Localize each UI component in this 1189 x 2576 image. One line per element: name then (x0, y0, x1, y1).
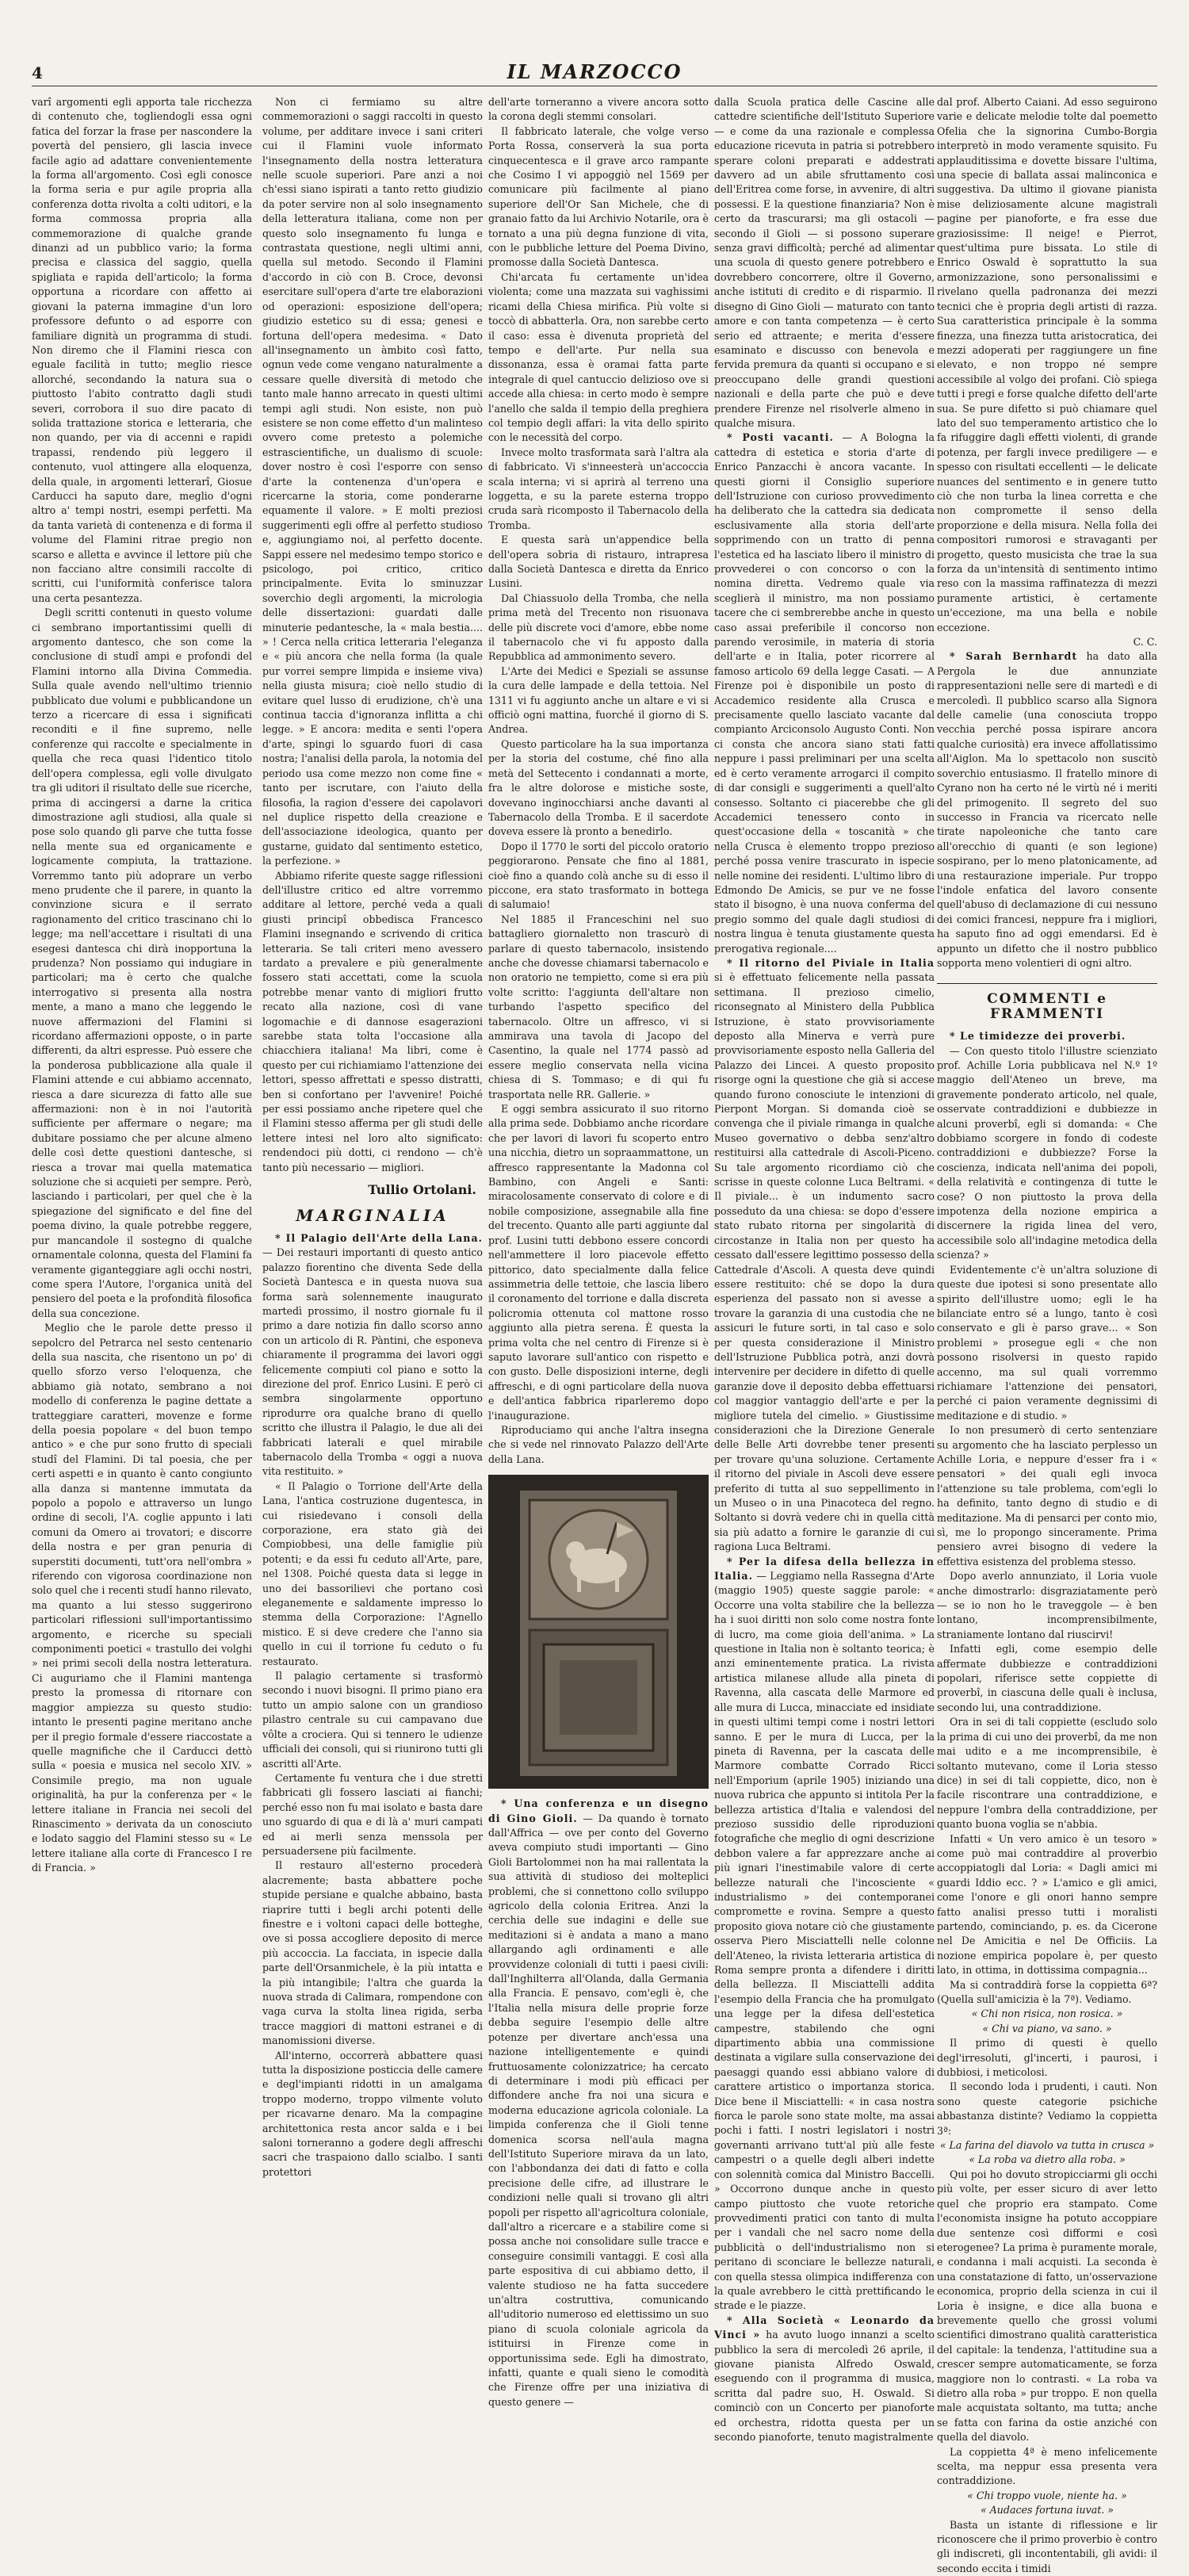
paragraph: Dopo averlo annunziato, il Loria vuole anche dimostrarlo: disgraziatamente però — se io non ho le traveggole — è ben lontano, incomprensibilmente, straniamente lontano dal riuscirvi! (937, 1570, 1157, 1640)
paragraph: Nel 1885 il Franceschini nel suo battagliero giornaletto non trascurò di parlare di questo tabernacolo, insistendo anche che dovesse chiamarsi tabernacolo e non oratorio ne tempietto, come si era più volte scritto: l'aggiunta dell'altare non turbando l'aspetto specifico del tabernacolo. Oltre un affresco, vi si ammirava una tavola di Jacopo del Casentino, la quale nel 1774 passò ad essere meglio conservata nella vicina chiesa di S. Tommaso; e di qui fu trasportata nelle RR. Gallerie. » (488, 913, 709, 1100)
column-1 (32, 95, 252, 1874)
paragraph: Il fabbricato laterale, che volge verso Porta Rossa, conserverà la sua porta cinquecentesca e il grave arco rampante che Cosimo I vi appoggiò nel 1569 per comunicare più facilmente al piano superiore dell'Or San Michele, che di granaio fatto da lui Archivio Notarile, ora è tornato a una più degna funzione di vita, con le pubbliche letture del Poema Divino, promosse dalla Società Dantesca. (488, 124, 709, 269)
column-4 (714, 95, 935, 2443)
column-2 (262, 95, 483, 2178)
proverb: « La farina del diavolo va tutta in crusca » (939, 2139, 1155, 2152)
paragraph: Invece molto trasformata sarà l'altra ala di fabbricato. Vi s'inneesterà un'accoccia scala interna; vi si aprirà al terreno una loggetta, e su la parete esterna troppo cruda sarà ricomposto il Tabernacolo della Tromba. (488, 446, 709, 531)
item-title: * Il ritorno del Piviale in Italia (727, 956, 935, 969)
item-text: — Dei restauri importanti di questo antico palazzo fiorentino che diventa Sede della Società Dantesca e in questa nuova sua forma sarà solennemente inaugurato martedì prossimo, il nostro giornale fu il primo a dare notizia fin dallo scorso anno con un articolo di R. Pàntini, che esponeva chiaramente il programma dei lavori oggi felicemente compiuti col piano e sotto la direzione del prof. Enrico Lusini. E però ci sembra singolarmente opportuno riprodurre ora qualche brano di quello scritto che illustra il Palagio, le due ali dei fabbricati laterali e quel mirabile tabernacolo della Tromba « oggi a nuova vita restituito. » (262, 1246, 483, 1478)
section-heading-marginalia: MARGINALIA (296, 1206, 449, 1226)
proverb: « Audaces fortuna iuvat. » (980, 2504, 1114, 2517)
section-heading-commenti: COMMENTI e FRAMMENTI (937, 983, 1157, 1021)
paragraph (937, 1029, 1157, 1043)
paragraph (714, 431, 935, 956)
column-5 (937, 95, 1158, 2574)
item-title: * Il Palagio dell'Arte della Lana. (275, 1231, 483, 1244)
column-3 (488, 95, 709, 2408)
item-text: ha avuto luogo innanzi a scelto pubblico la sera di mercoledì 26 aprile, il giovane pianista Alfredo Oswald, eseguendo con il programma di musica, scritta dal padre suo, H. Oswald. Si cominciò con un Concerto per pianoforte ed orchestra, ridotta questa per un secondo pianoforte, tenuto magistralmente (714, 2329, 935, 2443)
paragraph: Qui poi ho dovuto stropicciarmi gli occhi più volte, per esser sicuro di aver letto quel che proprio era stampato. Come l'economista insigne ha potuto accoppiare due sentenze così difformi e così eterogenee? La prima è puramente morale, e condanna i mali acquisti. La seconda è una constatazione di fatto, un'osservazione economica, proprio della scienza in cui il Loria è insigne, e dice alla buona e brevemente quello che grossi volumi scientifici dimostrano qualità caratteristica del capitale: la tendenza, l'attitudine sua a crescer sempre automaticamente, se forza maggiore non lo contrasti. « La roba va dietro alla roba » pur troppo. E non quella male acquistata soltanto, ma tutta; anche se fatta con farina da ostie anziché con quella del diavolo. (937, 2168, 1158, 2444)
paragraph: Infatti « Un vero amico è un tesoro » come può mai contraddire al proverbio accoppiatogli dal Loria: « Dagli amici mi guardi Iddio ecc. ? » L'amico e gli amici, come l'onore e gli onori hanno sempre fatto analisi presso tutti i moralisti partendo, cominciando, p. es. da Cicerone nel De Amicitia e nel De Officiis. La nozione empirica popolare è, per questo lato, in ottima, in dottissima compagnia... (937, 1832, 1157, 1977)
paragraph: La coppietta 4ª è meno infelicemente scelta, ma neppur essa presenta vera contraddizione. (937, 2445, 1157, 2487)
agnus-dei-relief-image (488, 1475, 709, 1789)
paragraph: Il secondo loda i prudenti, i cauti. Non sono queste categorie psichiche abbastanza distinte? Vediamo la coppietta 3ª: (937, 2080, 1157, 2137)
paragraph (714, 956, 935, 1555)
paragraph (714, 1555, 935, 2314)
paragraph: Io non presumerò di certo sentenziare su argomento che ha lasciato perplesso un Achille Loria, e neppure d'esser fra i « pensatori » dei quali egli invoca l'attenzione su tale problema, com'egli lo ha definito, tanto degno di studio e di meditazione. Ma di pensarci per conto mio, sì, me lo propongo sinceramente. Prima pensiero avrei bisogno di vedere la effettiva esistenza del problema stesso. (937, 1424, 1157, 1567)
item-title: * Una conferenza e un disegno di Gino Gioli. (488, 1797, 709, 1824)
paragraph: Infatti egli, come esempio delle affermate dubbiezze e contraddizioni popolari, riferisce sette coppiette di proverbî, in ciascuna delle quali è inclusa, secondo lui, una contraddizione. (937, 1643, 1157, 1713)
paragraph: Dal Chiassuolo della Tromba, che nella prima metà del Trecento non risuonava delle più discrete voci d'amore, ebbe nome il tabernacolo che vi fu apposto dalla Repubblica ad ammonimento severo. (488, 591, 709, 663)
masthead: IL MARZOCCO (507, 60, 682, 83)
proverb: « Chi non risica, non rosica. » (971, 2008, 1123, 2020)
paragraph: Meglio che le parole dette presso il sepolcro del Petrarca nel sesto centenario della sua nascita, che risentono un po' di quello sforzo verso l'eloquenza, che abbiamo già notato, sembrano a noi modello di conferenza le pagine dettate a tratteggiare caratteri, movenze e forme della poesia popolare « del buon tempo antico » e che pur sono frutto di speciali studî del Flamini. Di tal poesia, che per certi aspetti e in quanto è canto congiunto alla danza si mantenne immutata da popolo a popolo e attraverso un lungo ordine di secoli, l'A. coglie appunto i lati comuni da Omero ai trovatori; e discorre della nostra e per gran penuria di superstiti documenti, tutt'ora nell'ombra » riferendo con vigorosa coordinazione non solo quel che i recenti studî hanno rilevato, ma quanto a lui stesso suggerirono particolari riflessioni sull'importantissimo argomento, e ricerche su speciali componimenti poetici « trastullo dei volghi » nei primi secoli della nostra letteratura. Ci auguriamo che il Flamini mantenga presto la promessa di ritornare con maggior ampiezza su questo studio: intanto le presenti pagine meritano anche per il pregio formale d'essere riaccostate a quelle magnifiche che il Carducci dettò sulla « poesia e musica nel secolo XIV. » Consimile pregio, ma non uguale originalità, ha pur la conferenza per « le lettere italiane in Francia nei secoli del Rinascimento » derivata da un conosciuto e lodato saggio del Flamini stesso su « Le lettere italiane alla corte di Francesco I re di Francia. » (32, 1322, 252, 1874)
paragraph: dalla Scuola pratica delle Cascine alle cattedre scientifiche dell'Istituto Superiore — e come da una razionale e complessa educazione ricevuta in patria si potrebbero sperare coloni preparati e addestrati davvero ad un abile sfruttamento così dell'Eritrea come forse, in avvenire, di altri possessi. E la questione finanziaria? Non è certo da trascurarsi; ma gli ostacoli — secondo il Gioli — si possono superare senza gravi difficoltà; perché ad alimentar una scuola di questo genere potrebbero e dovrebbero concorrere, oltre il Governo, anche istituti di credito e di risparmio. Il disegno di Gino Gioli — maturato con tanto amore e con tanta competenza — è certo serio ed attraente; e merita d'essere esaminato e discusso con benevola e fervida premura da quanti si occupano e si preoccupano delle grandi questioni nazionali e della parte che può e deve prendere Firenze nel risolverle almeno in qualche misura. (714, 96, 935, 429)
paragraph: Chi'arcata fu certamente un'idea violenta; come una mazzata sui vaghissimi ricami della Chiesa mirifica. Più volte si toccò di abbatterla. Ora, non sarebbe certo il caso: essa è divenuta proprietà del tempo e dell'arte. Pur nella sua dissonanza, essa è oramai fatta parte integrale di quel cantuccio delizioso ove si accede alla chiesa: in certo modo è sempre l'anello che salda il tempio della preghiera col tempio degli affari: la vita dello spirito con le necessità del corpo. (488, 270, 709, 444)
paragraph: dal prof. Alberto Caiani. Ad esso seguirono varie e delicate melodie tolte dal poemetto Ofelia che la signorina Cumbo-Borgia interpretò in modo veramente squisito. Fu applauditissima e dovette bissare l'ultima, una specie di ballata assai malinconica e suggestiva. Da ultimo il giovane pianista mise deliziosamente alcune magistrali pagine per pianoforte, e fra esse due graziosissime: Il neige! e Pierrot, quest'ultima pure bissata. Lo stile di Enrico Oswald è soprattutto la sua armonizzazione, sono personalissimi e rivelano quella padronanza dei mezzi tecnici che è propria degli artisti di razza. Sua caratteristica principale è la somma finezza, una finezza tutta aristocratica, dei mezzi adoperati per raggiungere un fine elevato, e non troppo né sempre accessibile al volgo dei profani. Ciò spiega tutti i pregi e forse qualche difetto dell'arte sua. Se pure difetto si può chiamare quel lato del suo temperamento artistico che lo fa rifuggire dagli effetti violenti, di grande potenza, per fargli invece prediligere — e spesso con risultati eccellenti — le delicate nuances del sentimento e in genere tutto ciò che non turba la linea corretta e che non compromette il senso della proporzione e della misura. Nella folla dei compositori rumorosi e stravaganti per progetto, questo musicista che trae la sua forza da un'intensità di sentimento intimo reso con la massima raffinatezza di mezzi puramente artistici, è certamente un'eccezione, ma una bella e nobile eccezione. (937, 96, 1157, 633)
proverb: « La roba va dietro alla roba. » (969, 2153, 1126, 2166)
paragraph: « Il Palagio o Torrione dell'Arte della Lana, l'antica costruzione dugentesca, in cui risiedevano i consoli della corporazione, era stato già dei Compiobbesi, una delle famiglie più potenti; e da essi fu ceduto all'Arte, pare, nel 1308. Poiché questa data si legge in uno dei bassorilievi che portano così eleganemente e saldamente impresso lo stemma della Corporazione: l'Agnello mistico. E si deve credere che l'anno sia quello in cui il torrione fu ceduto o fu restaurato. (262, 1479, 483, 1667)
paragraph: Ma si contraddirà forse la coppietta 6ª? (Quella sull'amicizia è la 7ª). Vediamo. (937, 1978, 1157, 2005)
author-initials: C. C. (1133, 636, 1157, 649)
paragraph: Certamente fu ventura che i due stretti fabbricati gli fossero lasciati ai fianchi; perché esso non fu mai isolato e basta dare uno sguardo di qua e di là a' muri campati ed ai merli senza menssola per persuadersene più facilmente. (262, 1771, 483, 1857)
relief-illustration (488, 1475, 709, 1789)
proverb: « Chi troppo vuole, niente ha. » (967, 2489, 1127, 2501)
paragraph: E questa sarà un'appendice bella dell'opera sobria di ristauro, intrapresa dalla Società Dantesca e diretta da Enrico Lusini. (488, 534, 709, 590)
paragraph: Il restauro all'esterno procederà alacremente; basta abbattere poche stupide persiane e qualche abbaino, basta riaprire tutti i begli archi potenti delle finestre e i voltoni capaci delle botteghe, ove si possa accogliere deposito di merce più accoccia. La facciata, in ispecie dalla parte dell'Orsanmichele, è la più intatta e la più intangibile; l'altra che guarda la nuova strada di Calimara, rompendone con vaga curva la stolta linea rigida, serba tracce maggiori di mattoni estranei e di manomissioni diverse. (262, 1859, 483, 2047)
paragraph (714, 2314, 935, 2445)
paragraph (262, 1231, 483, 1479)
paragraph: Il palagio certamente si trasformò secondo i nuovi bisogni. Il primo piano era tutto un ampio salone con un grandioso pilastro centrale su cui campavano due vôlte a crociera. Qui si tennero le udienze ufficiali dei consoli, qui si riunirono tutti gli ascritti all'Arte. (262, 1670, 483, 1770)
proverb: « Chi va piano, va sano. » (982, 2022, 1112, 2034)
paragraph: Ora in sei di tali coppiette (escludo solo la prima di cui uno dei proverbî, da me non mai udito e a me incomprensibile, è soltanto mutevano, come il Loria stesso dice) in sei di tali coppiette, dico, non è facile riscontrare una contraddizione, e neppure l'ombra della contraddizione, per quanto buona voglia se n'abbia. (937, 1716, 1157, 1831)
item-title: * Per la difesa della bellezza in Italia. (714, 1555, 935, 1583)
paragraph: Abbiamo riferite queste sagge riflessioni dell'illustre critico ed altre vorremmo additare al lettore, perché veda a quali giusti principî obbedisca Francesco Flamini insegnando e scrivendo di critica letteraria. Se tali criteri meno avessero tardato a prevalere e più generalmente fossero stati accettati, come la scuola potrebbe menar vanto di migliori frutto recato alla nazione, così di vane logomachie e di dannose esagerazioni sarebbe stata tolta l'occasione alla chiacchiera italiana! Ma libri, come è questo per cui richiamiamo l'attenzione dei lettori, spesso affrettati e spesso distratti, ben si confortano per l'avvenire! Poiché per essi possiamo anche ripetere quel che il Flamini stesso afferma per gli studi delle lettere intesi nel loro alto significato: rendendoci più dotti, ci rendono — ch'è tanto più necessario — migliori. (262, 869, 483, 1173)
item-text: — Leggiamo nella Rassegna d'Arte (maggio 1905) queste saggie parole: « Occorre una volta stabilire che la bellezza ha i suoi diritti non solo come nostra fonte di lucro, ma come gioia dell'anima. » La questione in Italia non è soltanto teorica; è anzi eminentemente pratica. La rivista artistica milanese allude alla pineta di Ravenna, alla cascata delle Marmore ed alle mura di Lucca, minacciate ed insidiate in questi ultimi tempi come i nostri lettori sanno. E per le mura di Lucca, per la pineta di Ravenna, per la cascata delle Marmore combatte Corrado Ricci nell'Emporium (aprile 1905) iniziando una nuova rubrica che appunto si intitola Per la bellezza artistica d'Italia e valendosi del prezioso sussidio delle riproduzioni fotografiche che meglio di ogni descrizione debbon valere a far apprezzare anche ai più ignari l'inestimabile valore di certe bellezze naturali che l'incosciente « industrialismo » dei contemporanei compromette e rovina. Sempre a questo proposito giova notare ciò che giustamente osserva Piero Misciattelli nelle colonne dell'Ateneo, la rivista letteraria artistica di Roma sempre pronta a difendere i diritti della bellezza. Il Misciattelli addita l'esempio della Francia che ha promulgato una legge per la difesa dell'estetica campestre, stabilendo che ogni dipartimento abbia una commissione destinata a vigilare sulla conservazione dei paesaggi quando essi abbiano valore di carattere artistico o importanza storica. Dice bene il Misciattelli: « in casa nostra fiorca le parole sono state molte, ma assai pochi i fatti. I nostri legislatori i nostri governanti arrivano tutt'al più alle feste campestri o a quelle degli alberi indette con solennità comica dal Ministro Baccelli. » Occorrono dunque anche in questo campo piuttosto che vuote retoriche provvedimenti pratici con tanto di multa per i vandali che nel sacro nome della pubblicità o dell'industrialismo non si peritano di sconciare le bellezze naturali, con quella stessa olimpica indifferenza con la quale avrebbero le città prettificando le strade e le piazze. (714, 1570, 935, 2312)
item-text: — A Bologna la cattedra di estetica e storia d'arte di Enrico Panzacchi è ancora vacante. In questi giorni il Consiglio superiore dell'Istruzione con curioso provvedimento ha deliberato che la cattedra sia dedicata esclusivamente alla storia dell'arte sopprimendo con un tratto di penna l'estetica ed ha lasciato libero il ministro di provvederei o con concorso o con la nomina diretta. Vedremo quale via sceglierà il ministro, ma non possiamo tacere che ci sembrerebbe anche in questo caso assai preferibile il concorso non parendo verosimile, in materia di storia dell'arte e in Italia, poter ricorrere al famoso articolo 69 della legge Casati. — A Firenze poi è disponibile un posto di Accademico residente alla Crusca e precisamente quello lasciato vacante dal compianto Arciconsolo Augusto Conti. Non ci consta che ancora siano stati fatti neppure i passi preliminari per una scelta ed è certo veramente arrogarci il compito di dar consigli e suggerimenti a quell'alto consesso. Soltanto ci piacerebbe che gli Accademici tenessero conto in quest'occasione della « toscanità » che nella Crusca è elemento troppo prezioso perché possa venire trascurato in ispecie nelle nomine dei residenti. L'ultimo libro di Edmondo De Amicis, se pur ve ne fosse stato il bisogno, è una nuova conferma del pregio sommo del quale dagli studiosi di nostra lingua è tenuta giustamente questa prerogativa regionale.... (714, 431, 935, 955)
paragraph: Evidentemente c'è un'altra soluzione di queste due ipotesi si sono presentate allo spirito dell'illustre uomo; egli le ha bilanciate entro sé a lungo, tanto è così conservato e gli è parso grave... « Son problemi » prosegue egli « che non possono risolversi in questo rapido accenno, ma sul quali vorremmo richiamare l'attenzione dei pensatori, perché ci paion veramente degnissimi di meditazione e di studio. » (937, 1263, 1157, 1422)
paragraph: Questo particolare ha la sua importanza per la storia del costume, ché fino alla metà del Settecento i condannati a morte, fra le altre dolorose e mistiche soste, dovevano inginocchiarsi anche davanti al Tabernacolo della Tromba. E il sacerdote doveva essere là pronto a benedirlo. (488, 737, 709, 838)
paragraph (937, 649, 1157, 970)
item-text: si è effettuato felicemente nella passata settimana. Il prezioso cimelio, riconsegnato al Ministero della Pubblica Istruzione, è stato provvisoriamente deposto alla Minerva e verrà pure provvisoriamente esposto nella Galleria del Palazzo dei Lincei. A questo proposito risorge ogni la questione che già si accese quando furono conosciute le intenzioni di Pierpont Morgan. Si domanda cioè se convenga che il piviale rimanga in qualche Museo governativo o debba senz'altro restituirsi alla cattedrale di Ascoli-Piceno. Su tale argomento ricordiamo ciò che scrisse in queste colonne Luca Beltrami. « Il piviale... è un indumento sacro posseduto da una chiesa: se dopo d'essere stato rubato ritorna per singolarità di circostanze in Italia non per questo ha cessato dall'essere legittimo possesso della Cattedrale d'Ascoli. A questa deve quindi essere restituito: ché se dopo la dura esperienza del passato non si avesse a trovare la garanzia di una custodia che ne assicuri le future sorti, in tal caso e solo per questa considerazione il Ministro dell'Istruzione Pubblica potrà, anzi dovrà intervenire per decidere in difetto di quelle garanzie dove il deposito debba effettuarsi col maggior vantaggio dell'arte e per la migliore tutela del cimelio. » Giustissime considerazioni che la Direzione Generale delle Belle Arti dovrebbe tener presenti per trovare qu'una soluzione. Certamente il ritorno del piviale in Ascoli deve essere preferito di tutta al suo seppellimento in un Museo o in una Pinacoteca del regno. Soltanto si dovrà vedere chi in quella città sia più adatto a fornire le garanzie di cui ragiona Luca Beltrami. (714, 971, 935, 1553)
paragraph: All'interno, occorrerà abbattere quasi tutta la disposizione posticcia delle camere e degl'impianti ridotti in un amalgama troppo moderno, troppo vilmente voluto per ricavarne denaro. Ma la compagine architettonica resta ancor salda e i bei saloni torneranno a godere degli affreschi sacri che traspaiono dallo scialbo. I santi protettori (262, 2049, 483, 2178)
paragraph (488, 1797, 709, 2409)
paragraph: Basta un istante di riflessione e lir riconoscere che il primo proverbio è contro gli indiscreti, gli incontentabili, gli avidi: il secondo eccita i timidi (937, 2518, 1157, 2574)
article-signature: Tullio Ortolani. (368, 1182, 476, 1198)
item-title: * Posti vacanti. (727, 431, 834, 444)
paragraph: Non ci fermiamo su altre commemorazioni o saggi raccolti in questo volume, per additare invece i sani criteri cui il Flamini vuole informato l'insegnamento della nostra letteratura nelle scuole superiori. Pare anzi a noi ch'essi siano ispirati a tanto retto giudizio da poter servire non al solo insegnamento della letteratura italiana, come non per questo solo insegnamento fu lunga e contrastata questione, negli ultimi anni, quella sul metodo. Secondo il Flamini d'accordo in ciò con B. Croce, devonsi esercitare sull'opera d'arte tre elaborazioni od operazioni: esposizione dell'opera; giudizio estetico su di essa; genesi e fortuna dell'opera medesima. « Dato all'insegnamento un àmbito così fatto, ognun vede come vengano naturalmente a cessare quelle diversità di metodo che tanto male hanno arrecato in questi ultimi tempi agli studi. Non esiste, non può esistere se non come effetto d'un malinteso ovvero come pretesto a polemiche estrascientifiche, un dualismo di scuole: dover nostro è così l'esporre con senso d'arte la contenenza d'un'opera e ricercarne la storia, come ponderarne equamente il valore. » E molti preziosi suggerimenti egli offre al perfetto studioso e, aggiungiamo noi, al perfetto docente. Sappi essere nel medesimo tempo storico e psicologo, poi critico, critico principalmente. Evita lo sminuzzar soverchio degli argomenti, la micrologia delle dissertazioni: guardati dalle minuterie pedantesche, la « mala bestia.... » ! Cerca nella critica letteraria l'eleganza e « più ancora che nella forma (la quale pur vorrei sempre limpida e insieme viva) nella giusta misura; cioè nello studio di evitare quel lusso di erudizione, ch'è una continua taccia d'ignoranza inflitta a chi legge. » E ancora: medita e senti l'opera d'arte, spingi lo sguardo fuori di casa nostra; l'analisi della parola, la notomia del periodo usa come mezzo non come fine « tanto per iscrutare, con l'aiuto della filosofia, la ragion d'essere dei capolavori nel duplice rispetto della creazione e dell'associazione ideologica, quanto per gustarne, guidato dal sentimento estetico, la perfezione. » (262, 96, 483, 867)
item-title: * Le timidezze dei proverbi. (950, 1030, 1126, 1043)
paragraph: E oggi sembra assicurato il suo ritorno alla prima sede. Dobbiamo anche ricordare che per lavori di lavori fu scoperto entro una nicchia, dietro un sopraammattone, un affresco rappresentante la Madonna col Bambino, con Angeli e Santi: miracolosamente conservato di colore e di nobile composizione, assegnabile alla fine del trecento. Quanto alle parti aggiunte dal prof. Lusini tutti debbono essere concordi nell'ammettere il loro piacevole effetto pittorico, dato specialmente dalla felice assimmetria delle tettoie, che lascia libero il coronamento del torrione e dalla discreta policromia ottenuta col mattone rosso aggiunto alla pietra serena. È questa la prima volta che nel centro di Firenze si è saputo lavorare sull'antico con rispetto e con gusto. Delle disposizioni interne, degli affreschi, e di ogni particolare della nuova e dell'antica fabbrica riparleremo dopo l'inaugurazione. (488, 1103, 709, 1422)
item-title: * Alla Società « Leonardo da Vinci » (714, 2314, 935, 2341)
item-text: ha dato alla Pergola le due annunziate rappresentazioni nelle sere di martedì e di mercoledì. Il pubblico scarso alla Signora delle camelie (una conosciuta troppo vecchia perché possa ispirare ancora qualche curiosità) era invece affollatissimo all'Aiglon. Ma lo spettacolo non suscitò soverchio entusiasmo. Il fratello minore di Cyrano non ha certo né le virtù né i meriti del primogenito. Il segreto del suo successo in Francia va ricercato nelle tirate napoleoniche che tanto care all'orecchio di quanti (e son legione) sospirano, per lo meno platonicamente, ad una restaurazione imperiale. Pur troppo l'indole enfatica del lavoro consente quell'abuso di declamazione di cui nessuno dei comici francesi, neppure fra i migliori, ha saputo fino ad oggi emendarsi. Ed è appunto un difetto che il nostro pubblico sopporta meno volentieri di ogni altro. (937, 650, 1157, 969)
page-number: 4 (32, 63, 43, 82)
paragraph: dell'arte torneranno a vivere ancora sotto la corona degli stemmi consolari. (488, 96, 709, 123)
paragraph: Dopo il 1770 le sorti del piccolo oratorio peggiorarono. Pensate che fino al 1881, cioè fino a quando colà anche su di esso il piccone, era stato trasformato in bottega di salumaio! (488, 840, 709, 911)
paragraph: — Con questo titolo l'illustre scienziato prof. Achille Loria pubblicava nel N.º 1º maggio dell'Ateneo un breve, ma gravemente ponderato articolo, nel quale, osservate contraddizioni e dubbiezze in alcuni proverbî, egli si domanda: « Che dobbiamo scorgere in fondo di codeste contraddizioni e dubbiezze? Forse la coscienza, indicata nell'anima dei popoli, della relatività e contingenza di tutte le cose? O non piuttosto la prova della impotenza della nozione empirica a discernere la rigida linea del vero, accessibile solo all'indagine metodica della scienza? » (937, 1044, 1157, 1261)
item-title: * Sarah Bernhardt (950, 650, 1078, 663)
paragraph: L'Arte dei Medici e Speziali se assunse la cura delle lampade e della tettoia. Nel 1311 vi fu aggiunto anche un altare e vi si officiò ogni mattina, fuorché il giorno di S. Andrea. (488, 664, 709, 736)
item-text: — Da quando è tornato dall'Affrica — ove per conto del Governo aveva compiuto studi importanti — Gino Gioli Bartolommei non ha mai rallentata la sua attività di studioso dei molteplici problemi, che si connettono collo sviluppo agricolo della colonia Eritrea. Anzi la cerchia delle sue indagini e delle sue meditazioni si è andata a mano a mano allargando agli ordinamenti e alle provvidenze coloniali di tutti i paesi civili: dall'Inghilterra all'Olanda, dalla Germania alla Francia. E pensavo, com'egli è, che l'Italia nella misura delle proprie forze debba seguire l'esempio delle altre potenze per divertare anch'essa una nazione intelligentemente e quindi fruttuosamente colonizzatrice; ha cercato di determinare i modi più efficaci per diffondere anche fra noi una sicura e moderna educazione agricola coloniale. La limpida conferenza che il Gioli tenne domenica scorsa nell'aula magna dell'Istituto Superiore mirava da un lato, con l'abbondanza dei dati di fatto e colla precisione delle cifre, ad illustrare le condizioni nelle quali si trovano gli altri popoli per rispetto all'agricoltura coloniale, dall'altro a ricercare e a stabilire come si possa anche noi consolidare sulle tracce e conseguire consimili vantaggi. E così alla parte espositiva di cui abbiamo detto, il valente studioso ne ha fatta succedere un'altra costruttiva, comunicando all'uditorio numeroso ed elettissimo un suo piano di scuola coloniale agricola da istituirsi in Firenze come in opportunissima sede. Egli ha dimostrato, infatti, quante e quali sieno le comodità che Firenze offre per una iniziativa di questo genere — (488, 1812, 709, 2408)
paragraph: Riproduciamo qui anche l'altra insegna che si vede nel rinnovato Palazzo dell'Arte della Lana. (488, 1423, 709, 1465)
paragraph: varî argomenti egli apporta tale ricchezza di contenuto che, togliendogli essa ogni fatica del forzar la frase per nascondere la povertà del pensiero, gli lascia invece facile agio ad adattare convenientemente la forma all'argomento. Così egli conosce la forma seria e pur agile propria alla conferenza dotta rivolta a colti uditori, e la forma commossa propria alla commemorazione di qualche grande dinanzi ad un pubblico vario; la forma precisa e classica del saggio, quella spigliata e rapida dell'articolo; la forma opportuna a ricordare con affetto ai giovani la paterna immagine d'un loro professore defunto o ad esporre con familiare dignità un programma di studi. Non diremo che il Flamini riesca con eguale facilità in tutto; meglio riesce allorché, secondando la natura sua o piuttosto l'abito contratto dagli studi severi, corrobora il suo dire pacato di solida trattazione storica e letteraria, che non quando, per via di accenni e rapidi trapassi, rendendo più leggero il contenuto, vuol attingere alla eloquenza, della quale, in argomenti letterarî, Giosue Carducci ha saputo dare, meglio d'ogni altro a' tempi nostri, esempi perfetti. Ma da tanta varietà di contenenza e di forma il volume del Flamini ritrae pregio non scarso e alletta e avvince il lettore più che non facciano altre consimili raccolte di scritti, cui l'uniformità conferisce talora una certa pesantezza. (32, 96, 252, 604)
paragraph: Il primo di questi è quello degl'irresoluti, gl'incerti, i paurosi, i dubbiosi, i meticolosi. (937, 2037, 1157, 2079)
paragraph: Degli scritti contenuti in questo volume ci sembrano importantissimi quelli di argomento dantesco, che son come la conclusione di studî ampi e profondi del Flamini intorno alla Divina Commedia. Sulla quale avendo nell'ultimo triennio pubblicato due volumi e pubblicandone un terzo a ricercare di essa i significati reconditi e il fine supremo, nelle conferenze qui raccolte e specialmente in quella che reca quasi l'identico titolo dell'opera complessa, egli volle divulgato tra gli uditori il risultato delle sue ricerche, prima di accingersi a darne la critica dimostrazione agli studiosi, alla quale si pose solo quando gli parve che tutta fosse nella mente sua ed organicamente e logicamente compiuta, la trattazione. Vorremmo tanto più adoprare un verbo meno prudente che il parere, in quanto la convinzione sicura e il serrato ragionamento del critico trascinano chi lo legge; ma nell'accettare i risultati di una esegesi dantesca chi dirà inopportuna la prudenza? Non possiamo qui indugiare in particolari; ma è certo che qualche interrogativo si presenta alla nostra mente, a mano a mano che leggendo le nuove affermazioni del Flamini si ricordano affermazioni opposte, o in parte differenti, da altri espresse. Può essere che la ponderosa pubblicazione alla quale il Flamini attende e cui abbiamo accennato, riesca a dare sicurezza di fatto alle sue affermazioni: non è in noi l'autorità sufficiente per affermare o negare; ma dubitare possiamo che per alcune almeno delle così dette questioni dantesche, si riesca a trovar mai quella matematica soluzione che si acquieti per sempre. Però, lasciando i particolari, per quel che è la spiegazione del significato e del fine del poema divino, la quale potrebbe reggere, pur mancandole il sostegno di qualche ornamentale colonna, questa del Flamini fa veramente giganteggiare agli occhi nostri, come spera l'Autore, l'organica unità del pensiero del poeta e la profondità filosofica della sua concezione. (32, 607, 252, 1319)
